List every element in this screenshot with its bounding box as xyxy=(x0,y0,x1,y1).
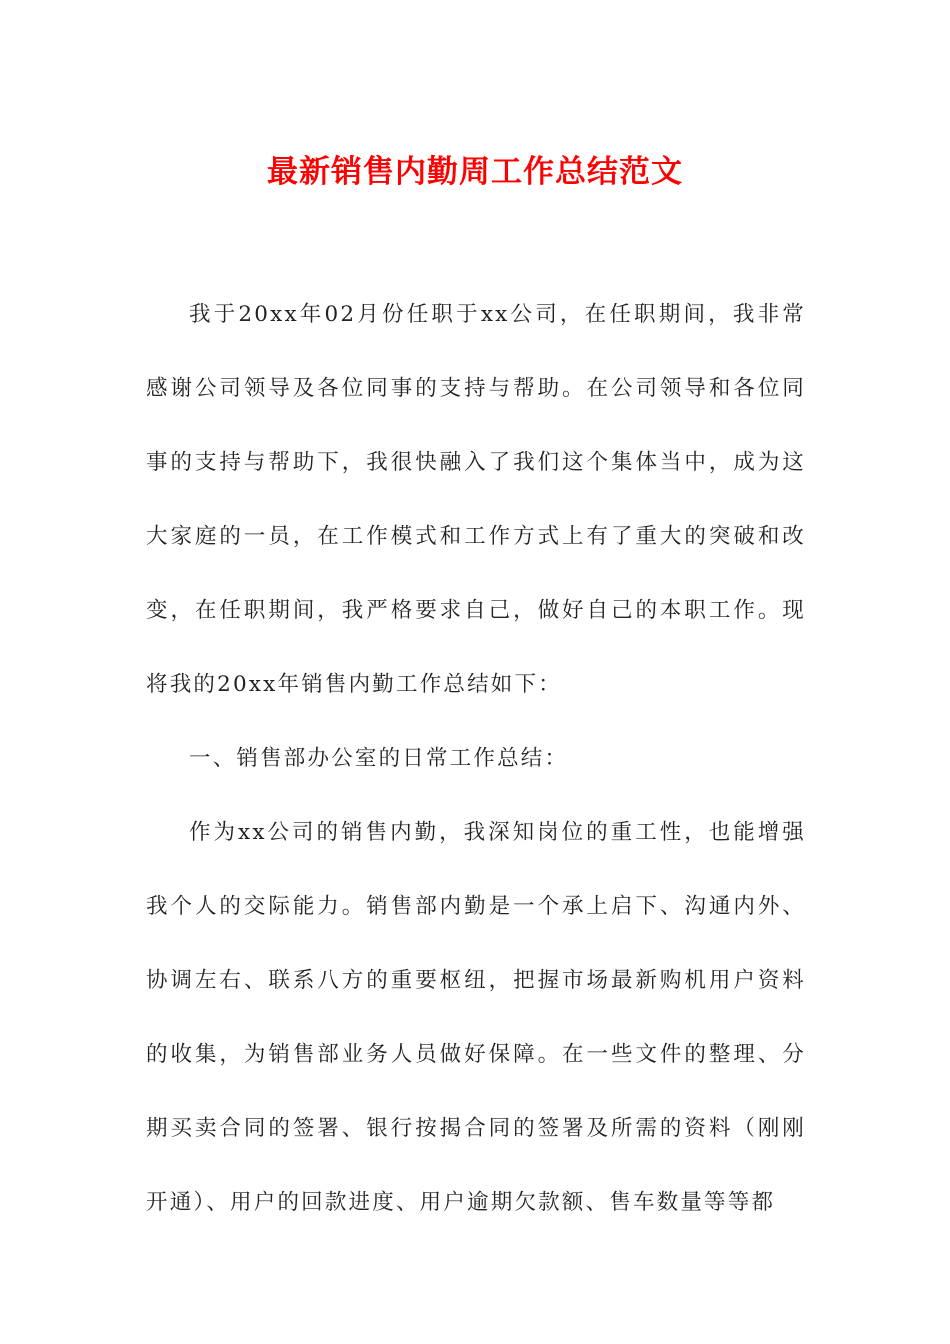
document-title: 最新销售内勤周工作总结范文 xyxy=(267,154,683,190)
paragraph-intro: 我于20xx年02月份任职于xx公司，在任职期间，我非常感谢公司领导及各位同事的支持与帮助。在公司领导和各位同事的支持与帮助下，我很快融入了我们这个集体当中，成为这大家庭的一员，在工作模式和工作方式上有了重大的突破和改变，在任职期间，我严格要求自己，做好自己的本职工作。现将我的20xx年销售内勤工作总结如下： xyxy=(146,302,806,697)
document-body xyxy=(146,278,806,1240)
paragraph-section-1: 作为xx公司的销售内勤，我深知岗位的重工性，也能增强我个人的交际能力。销售部内勤是一个承上启下、沟通内外、协调左右、联系八方的重要枢纽，把握市场最新购机用户资料的收集，为销售部业务人员做好保障。在一些文件的整理、分期买卖合同的签署、银行按揭合同的签署及所需的资料（刚刚开通）、用户的回款进度、用户逾期欠款额、售车数量等等都 xyxy=(146,820,806,1215)
section-heading-1: 一、销售部办公室的日常工作总结： xyxy=(189,746,569,771)
